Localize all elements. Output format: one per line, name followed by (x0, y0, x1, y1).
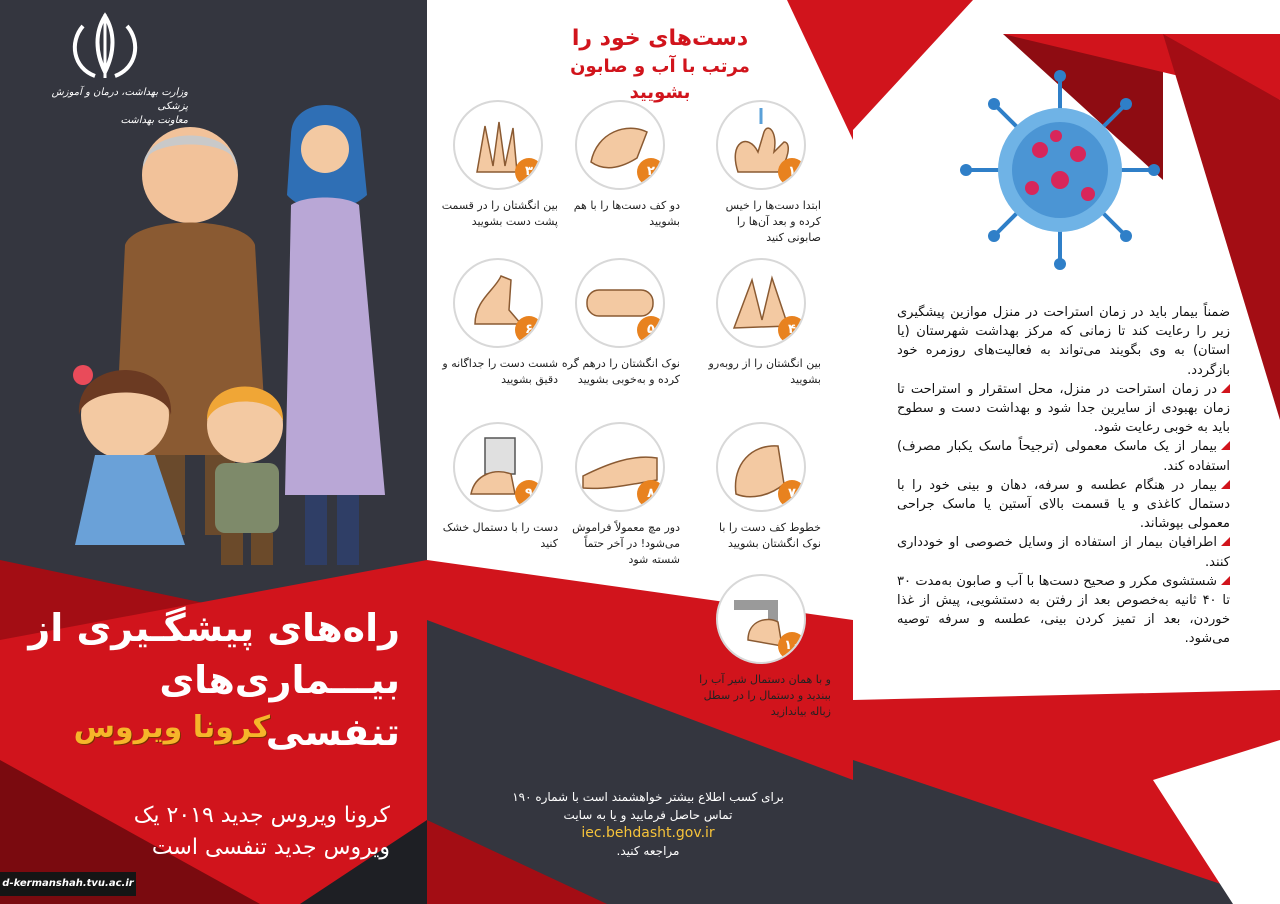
home-care-bullet-2 (897, 437, 1230, 475)
step-label: بین انگشتان را از روبه‌رو بشویید (708, 357, 821, 386)
handwash-step-1 (701, 100, 821, 246)
step-number: ۷ (778, 480, 806, 508)
bullet-icon (1221, 537, 1230, 546)
step-number: ۱۰ (778, 632, 806, 660)
step-label: دو کف دست‌ها را با هم بشویید (573, 199, 680, 228)
interlaced-fingers-icon (716, 258, 806, 348)
step-number: ۶ (515, 316, 543, 344)
step-label: و با همان دستمال شیر آب را ببندید و دستمال را در سطل زباله بیاندازید (699, 673, 831, 718)
coronavirus-icon (960, 70, 1160, 270)
towel-dry-icon (453, 422, 543, 512)
poster-subtitle: کرونا ویروس (73, 710, 270, 745)
step-number: ۳ (515, 158, 543, 186)
handwash-title-line-1: دست‌های خود را (571, 26, 749, 51)
handwash-step-7 (701, 422, 821, 552)
step-label: نوک انگشتان را درهم گره کرده و به‌خوبی بشویید (561, 357, 680, 386)
step-label: ابتدا دست‌ها را خیس کرده و بعد آن‌ها را صابونی کنید (725, 199, 821, 244)
virus-note-line-2: ویروس جدید تنفسی است (151, 835, 390, 860)
step-label: بین انگشتان را در قسمت پشت دست بشویید (441, 199, 558, 228)
home-care-text (897, 303, 1230, 649)
left-panel (0, 0, 427, 904)
home-care-bullet-3 (897, 476, 1230, 534)
faucet-close-icon (716, 574, 806, 664)
bullet-icon (1221, 576, 1230, 585)
bullet-icon (1221, 480, 1230, 489)
home-care-bullet-1 (897, 380, 1230, 438)
wrist-wash-icon (575, 422, 665, 512)
step-number: ۸ (637, 480, 665, 508)
bullet-text: بیمار در هنگام عطسه و سرفه، دهان و بینی خود را با دستمال کاغذی و یا قسمت بالای آستین یا ماسک جراحی معمولی بپوشاند. (897, 477, 1230, 532)
bullet-icon (1221, 384, 1230, 393)
thumb-wash-icon (453, 258, 543, 348)
handwash-title (540, 24, 780, 106)
handwash-step-5 (560, 258, 680, 388)
step-number: ۲ (637, 158, 665, 186)
bullet-text: بیمار از یک ماسک معمولی (ترجیحاً ماسک یکبار مصرف) استفاده کند. (897, 439, 1230, 474)
home-care-bullet-5 (897, 572, 1230, 649)
bullet-text: اطرافیان بیمار از استفاده از وسایل خصوصی او خودداری کنند. (897, 535, 1230, 570)
bullet-text: در زمان استراحت در منزل، محل استقرار و استراحت تا زمان بهبودی از سایرین جدا شود و بهداشت دست و سطوح باید به خوبی رعایت شود. (897, 381, 1230, 436)
handwash-step-2 (560, 100, 680, 230)
handwash-step-4 (701, 258, 821, 388)
step-label: دست را با دستمال خشک کنید (442, 521, 558, 550)
palms-rub-icon (575, 100, 665, 190)
fingertips-icon (575, 258, 665, 348)
step-label: شست دست را جداگانه و دقیق بشویید (442, 357, 558, 386)
virus-note (20, 800, 390, 864)
family-illustration (55, 75, 395, 575)
step-number: ۹ (515, 480, 543, 508)
home-care-bullet-4 (897, 533, 1230, 571)
emblem-icon (65, 12, 145, 84)
contact-line-3: مراجعه کنید. (616, 844, 680, 858)
handwash-step-10 (699, 574, 831, 720)
handwash-step-3 (438, 100, 558, 230)
ministry-line-2: معاونت بهداشت (120, 115, 188, 126)
bullet-icon (1221, 441, 1230, 450)
site-tag: d-kermanshah.tvu.ac.ir (0, 872, 136, 896)
step-number: ۵ (637, 316, 665, 344)
step-label: خطوط کف دست را با نوک انگشتان بشویید (719, 521, 821, 550)
bullet-text: شستشوی مکرر و صحیح دست‌ها با آب و صابون به‌مدت ۳۰ تا ۴۰ ثانیه به‌خصوص بعد از رفتن به دستشویی، پیش از غذا خوردن، بعد از تمیز کردن بینی، عطسه و سرفه توصیه می‌شود. (897, 573, 1230, 647)
contact-line-1: برای کسب اطلاع بیشتر خواهشمند است با شماره ۱۹۰ (512, 790, 784, 804)
step-label: دور مچ معمولاً فراموش می‌شود! در آخر حتماً شسته شود (572, 521, 680, 566)
contact-info (468, 788, 828, 860)
poster-title-line-1: راه‌های پیشگـیری از (28, 606, 400, 650)
handwash-step-9 (438, 422, 558, 552)
handwash-step-6 (438, 258, 558, 388)
step-number: ۱ (778, 158, 806, 186)
poster-title-line-2: بیـــماری‌های تنفسی (159, 658, 400, 754)
palm-lines-icon (716, 422, 806, 512)
home-care-intro: ضمناً بیمار باید در زمان استراحت در منزل موازین پیشگیری زیر را رعایت کند تا زمانی که مرکز بهداشت شهرستان (یا استان) به وی بگویند می‌تواند به فعالیت‌های روزمره خود بازگردد. (897, 305, 1230, 378)
step-number: ۴ (778, 316, 806, 344)
ministry-line-1: وزارت بهداشت، درمان و آموزش پزشکی (51, 87, 188, 112)
contact-line-2: تماس حاصل فرمایید و یا به سایت (563, 808, 733, 822)
virus-note-line-1: کرونا ویروس جدید ۲۰۱۹ یک (133, 803, 390, 828)
handwash-step-8 (560, 422, 680, 568)
back-of-hand-icon (453, 100, 543, 190)
contact-website[interactable]: iec.behdasht.gov.ir (581, 825, 715, 841)
handwash-title-line-2: مرتب با آب و صابون بشویید (570, 56, 750, 103)
wet-hands-icon (716, 100, 806, 190)
